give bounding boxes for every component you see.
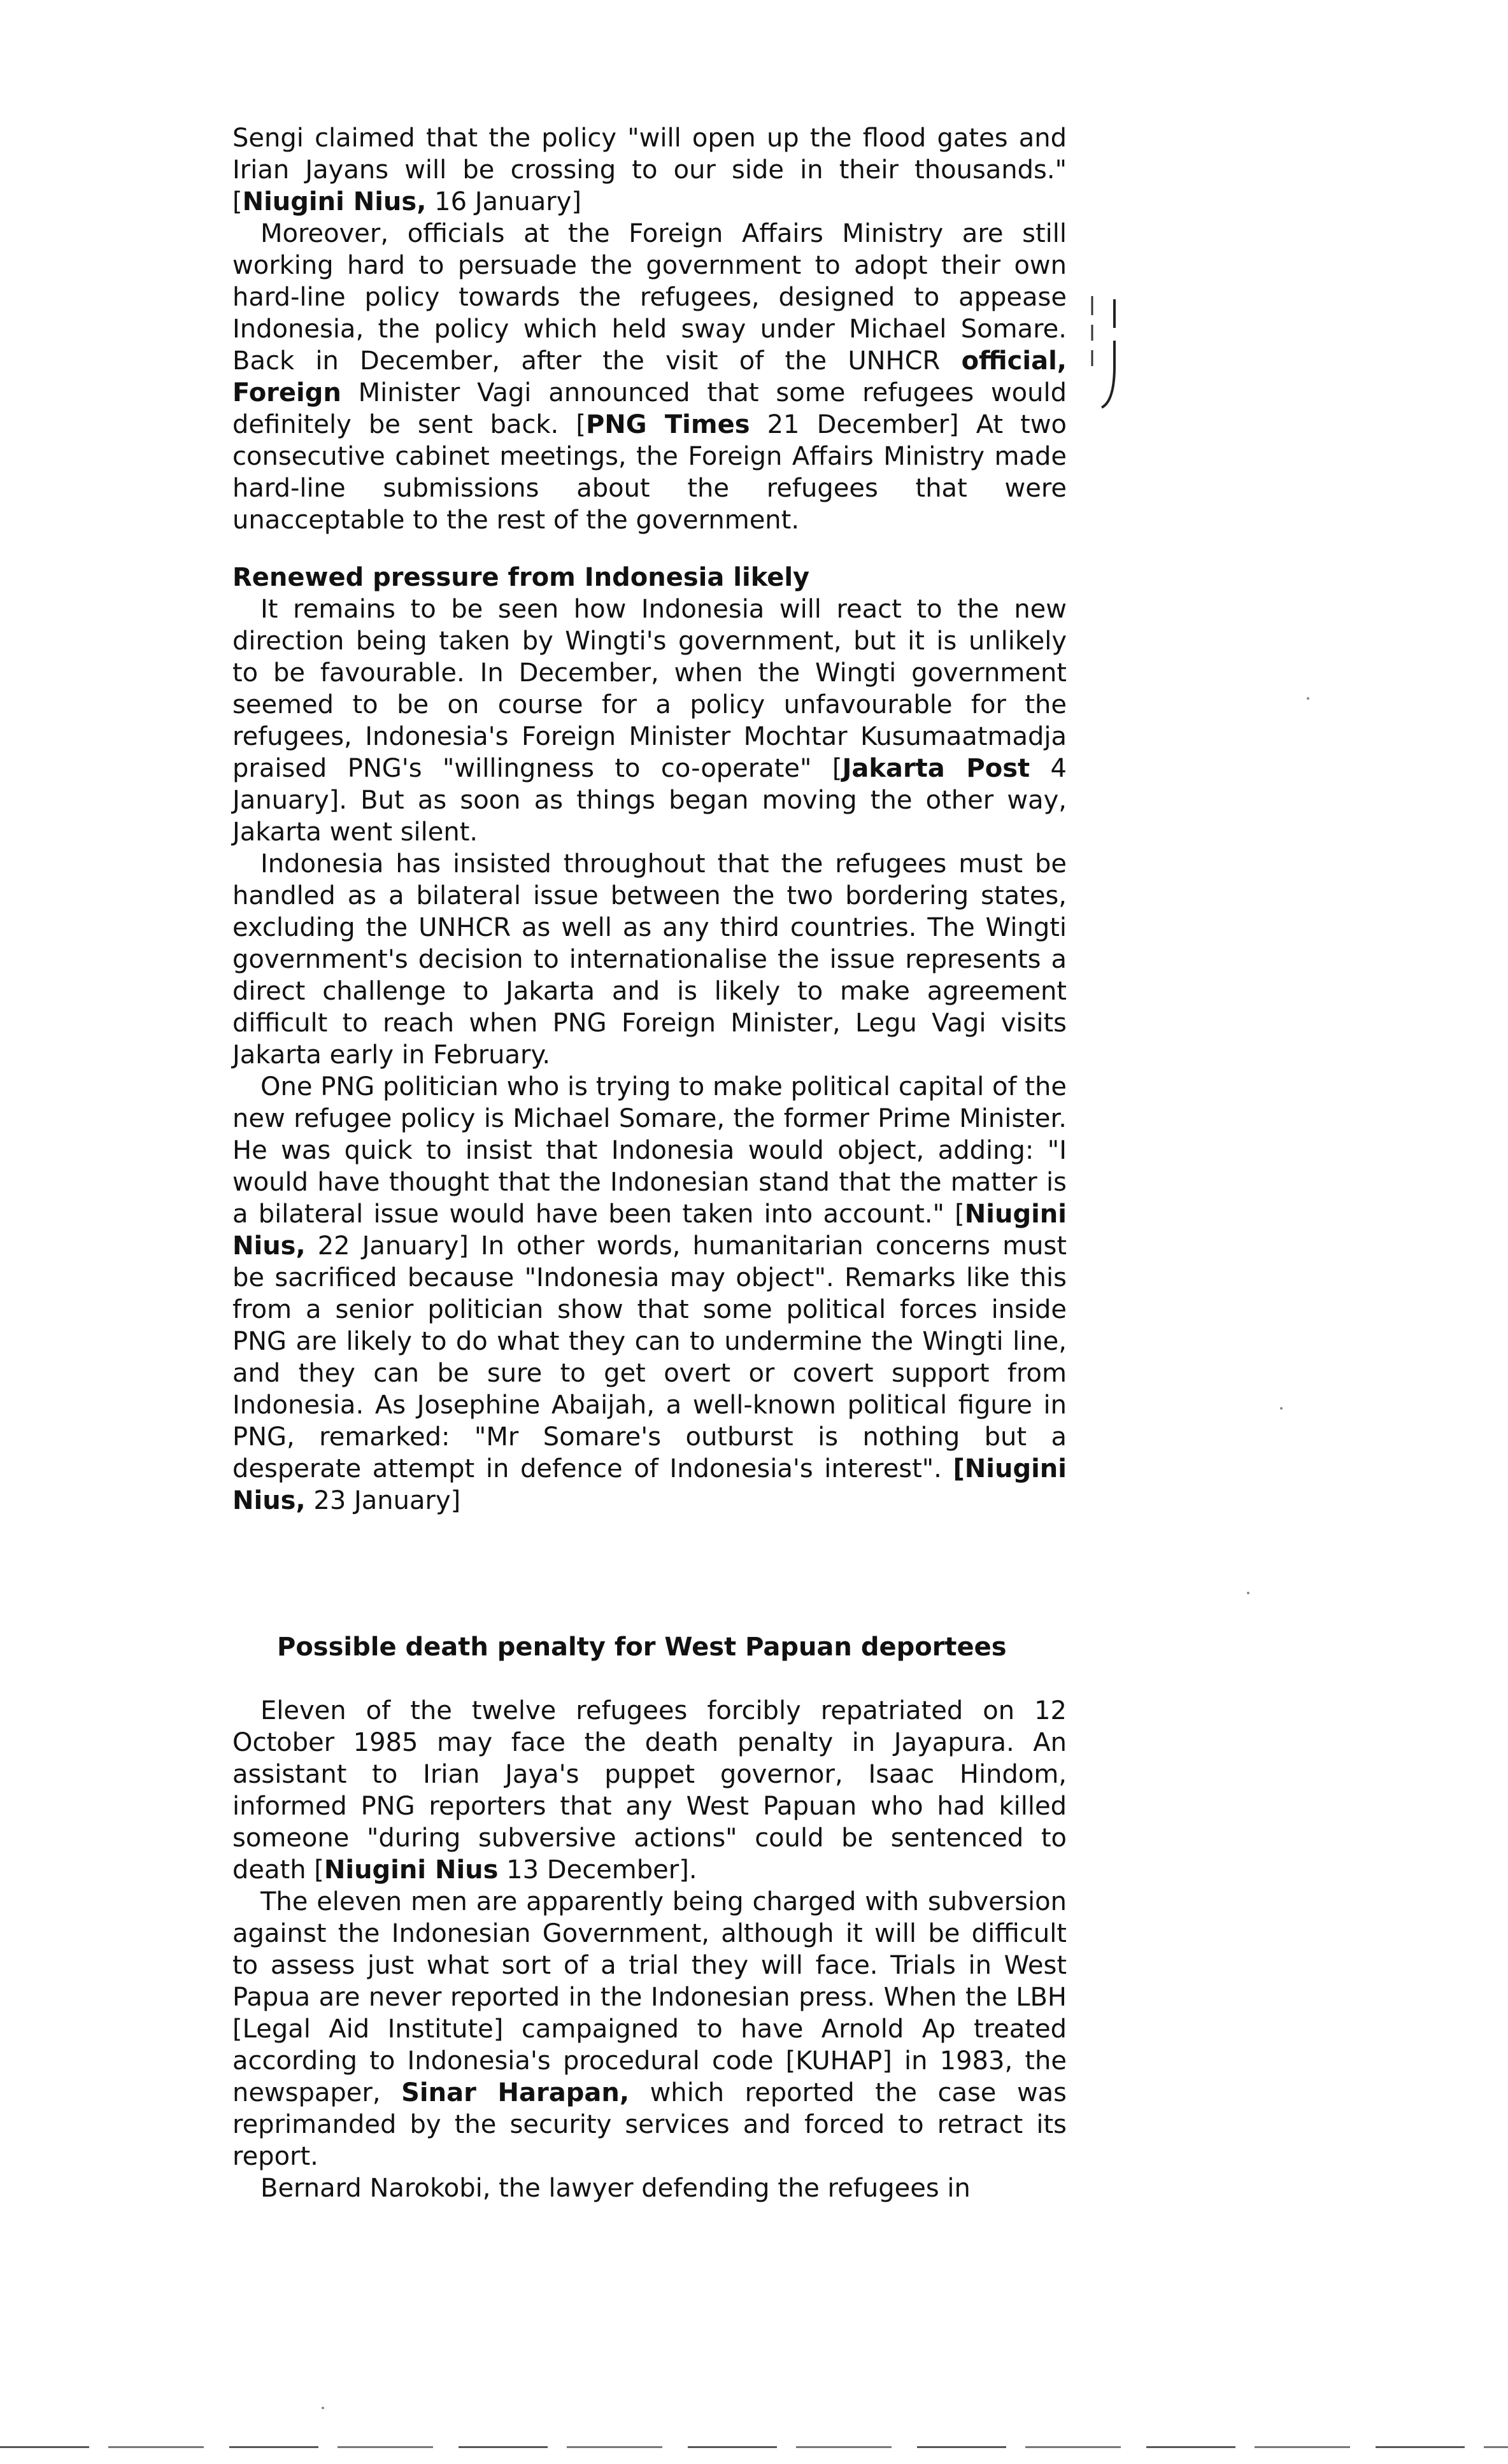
text-run: Minister Vagi announced that some refugees would definitely be sent back. [	[232, 378, 1067, 439]
text-run: which reported the case was reprimanded by the security services and forced to retract its report.	[232, 2078, 1067, 2171]
paragraph-foreign-affairs	[232, 218, 1067, 536]
text-run: Eleven of the twelve refugees forcibly repatriated on 12 October 1985 may face the death penalty in Jayapura. An assistant to Irian Jaya's puppet governor, Isaac Hindom, informed PNG reporters that any West Papuan who had killed someone "during subversive actions" could be sentenced to death [	[232, 1696, 1067, 1885]
text-run: 22 January] In other words, humanitarian concerns must be sacrificed because "Indonesia may object". Remarks like this from a senior politician show that some political forces inside PNG are likely to do what they can to undermine the Wingti line, and they can be sure to get overt or covert support from Indonesia. As Josephine Abaijah, a well-known political figure in PNG, remarked: "Mr Somare's outburst is nothing but a desperate attempt in defence of Indonesia's interest".	[232, 1231, 1067, 1483]
bold-text: official, Foreign	[232, 346, 1067, 407]
margin-mark-icon	[1086, 290, 1124, 417]
paragraph-subversion	[232, 1886, 1067, 2172]
article-title: Possible death penalty for West Papuan deportees	[277, 1632, 1007, 1662]
text-run: One PNG politician who is trying to make political capital of the new refugee policy is Michael Somare, the former Prime Minister. He was quick to insist that Indonesia would object, adding: "I would have thought that the Indonesian stand that the matter is a bilateral issue would have been taken into account." [	[232, 1072, 1067, 1229]
text-run: 13 December].	[498, 1855, 697, 1885]
text-run: 4 January]. But as soon as things began moving the other way, Jakarta went silent.	[232, 754, 1067, 847]
scan-speck	[1280, 1407, 1283, 1410]
scan-speck	[322, 2407, 324, 2409]
text-run: Sengi claimed that the policy "will open up the flood gates and Irian Jayans will be crossing to our side in their thousands." [	[232, 124, 1067, 216]
source-citation: Jakarta Post	[842, 754, 1030, 783]
paragraph-sengi-quote	[232, 122, 1067, 218]
text-run: 23 January]	[305, 1486, 461, 1515]
source-citation: [Niugini Nius,	[232, 1454, 1067, 1515]
text-run: It remains to be seen how Indonesia will react to the new direction being taken by Wingti's government, but it is unlikely to be favourable. In December, when the Wingti government seemed to be on course for a policy unfavourable for the refugees, Indonesia's Foreign Minister Mochtar Kusumaatmadja praised PNG's "willingness to co-operate" [	[232, 595, 1067, 783]
scan-speck	[1307, 697, 1309, 700]
source-citation: Niugini Nius,	[232, 1200, 1067, 1261]
section-heading: Renewed pressure from Indonesia likely	[232, 563, 810, 592]
source-citation: Niugini Nius,	[242, 187, 427, 216]
scan-edge-line	[0, 2446, 1508, 2448]
source-citation: Sinar Harapan,	[401, 2078, 630, 2107]
paragraph-somare	[232, 1071, 1067, 1517]
text-run: The eleven men are apparently being charged with subversion against the Indonesian Government, although it will be difficult to assess just what sort of a trial they will face. Trials in West Papua are never reported in the Indonesian press. When the LBH [Legal Aid Institute] campaigned to have Arnold Ap treated according to Indonesia's procedural code [KUHAP] in 1983, the newspaper,	[232, 1887, 1067, 2107]
document-column	[232, 122, 1067, 2204]
text-run: 21 December] At two consecutive cabinet meetings, the Foreign Affairs Ministry made hard-line submissions about the refugees that were unacceptable to the rest of the government.	[232, 410, 1067, 535]
paragraph-narokobi: Bernard Narokobi, the lawyer defending the refugees in	[260, 2174, 971, 2203]
paragraph-indonesia-react	[232, 593, 1067, 848]
source-citation: PNG Times	[585, 410, 750, 439]
text-run: Moreover, officials at the Foreign Affairs Ministry are still working hard to persuade the government to adopt their own hard-line policy towards the refugees, designed to appease Indonesia, the policy which held sway under Michael Somare. Back in December, after the visit of the UNHCR	[232, 219, 1067, 376]
paragraph-death-penalty	[232, 1695, 1067, 1886]
source-citation: Niugini Nius	[324, 1855, 499, 1885]
paragraph-bilateral-issue: Indonesia has insisted throughout that the refugees must be handled as a bilateral issue between the two bordering states, excluding the UNHCR as well as any third countries. The Wingti government's decision to internationalise the issue represents a direct challenge to Jakarta and is likely to make agreement difficult to reach when PNG Foreign Minister, Legu Vagi visits Jakarta early in February.	[232, 849, 1067, 1070]
scan-speck	[1247, 1592, 1249, 1594]
text-run: 16 January]	[426, 187, 581, 216]
